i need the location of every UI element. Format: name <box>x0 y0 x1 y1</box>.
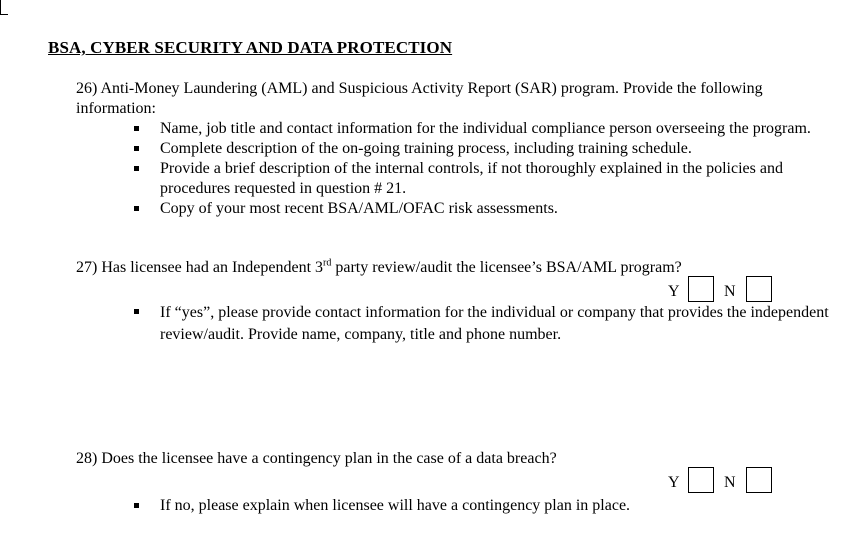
question-27-text-start: 27) Has licensee had an Independent 3 <box>76 259 324 276</box>
question-28-no-checkbox[interactable] <box>746 467 772 493</box>
question-27-no-checkbox[interactable] <box>746 276 772 302</box>
question-26-bullet-3: Provide a brief description of the internal controls, if not thoroughly explained in the policies and procedures requested in question # 21. <box>132 159 832 199</box>
question-27-superscript: rd <box>323 257 332 269</box>
question-28-yes-label: Y <box>668 474 680 491</box>
question-27-text <box>76 258 836 278</box>
question-28-yes-checkbox[interactable] <box>688 467 714 493</box>
question-26-text: 26) Anti-Money Laundering (AML) and Suspicious Activity Report (SAR) program. Provide the following information: <box>76 80 763 117</box>
question-28-bullet-list <box>132 496 632 516</box>
question-27-bullet-list <box>132 302 832 346</box>
question-28-yes-no <box>668 467 778 497</box>
question-28-no-label: N <box>724 474 736 491</box>
question-27-bullet-1: If “yes”, please provide contact information for the individual or company that provides the independent review/audit. Provide name, company, title and phone number. <box>132 302 832 346</box>
page-corner-mark <box>0 0 8 15</box>
question-26-bullet-1: Name, job title and contact information for the individual compliance person overseeing the program. <box>132 119 832 139</box>
question-27-yes-label: Y <box>668 283 680 300</box>
question-26-bullet-list <box>132 119 832 219</box>
question-27-text-end: party review/audit the licensee’s BSA/AML program? <box>331 259 682 276</box>
question-26-bullet-4: Copy of your most recent BSA/AML/OFAC risk assessments. <box>132 199 832 219</box>
section-heading: BSA, CYBER SECURITY AND DATA PROTECTION <box>48 38 453 57</box>
question-27-no-label: N <box>724 283 736 300</box>
question-28-text: 28) Does the licensee have a contingency plan in the case of a data breach? <box>76 450 557 467</box>
question-27-yes-checkbox[interactable] <box>688 276 714 302</box>
question-28-bullet-1: If no, please explain when licensee will have a contingency plan in place. <box>132 496 632 516</box>
question-26-bullet-2: Complete description of the on-going training process, including training schedule. <box>132 139 832 159</box>
